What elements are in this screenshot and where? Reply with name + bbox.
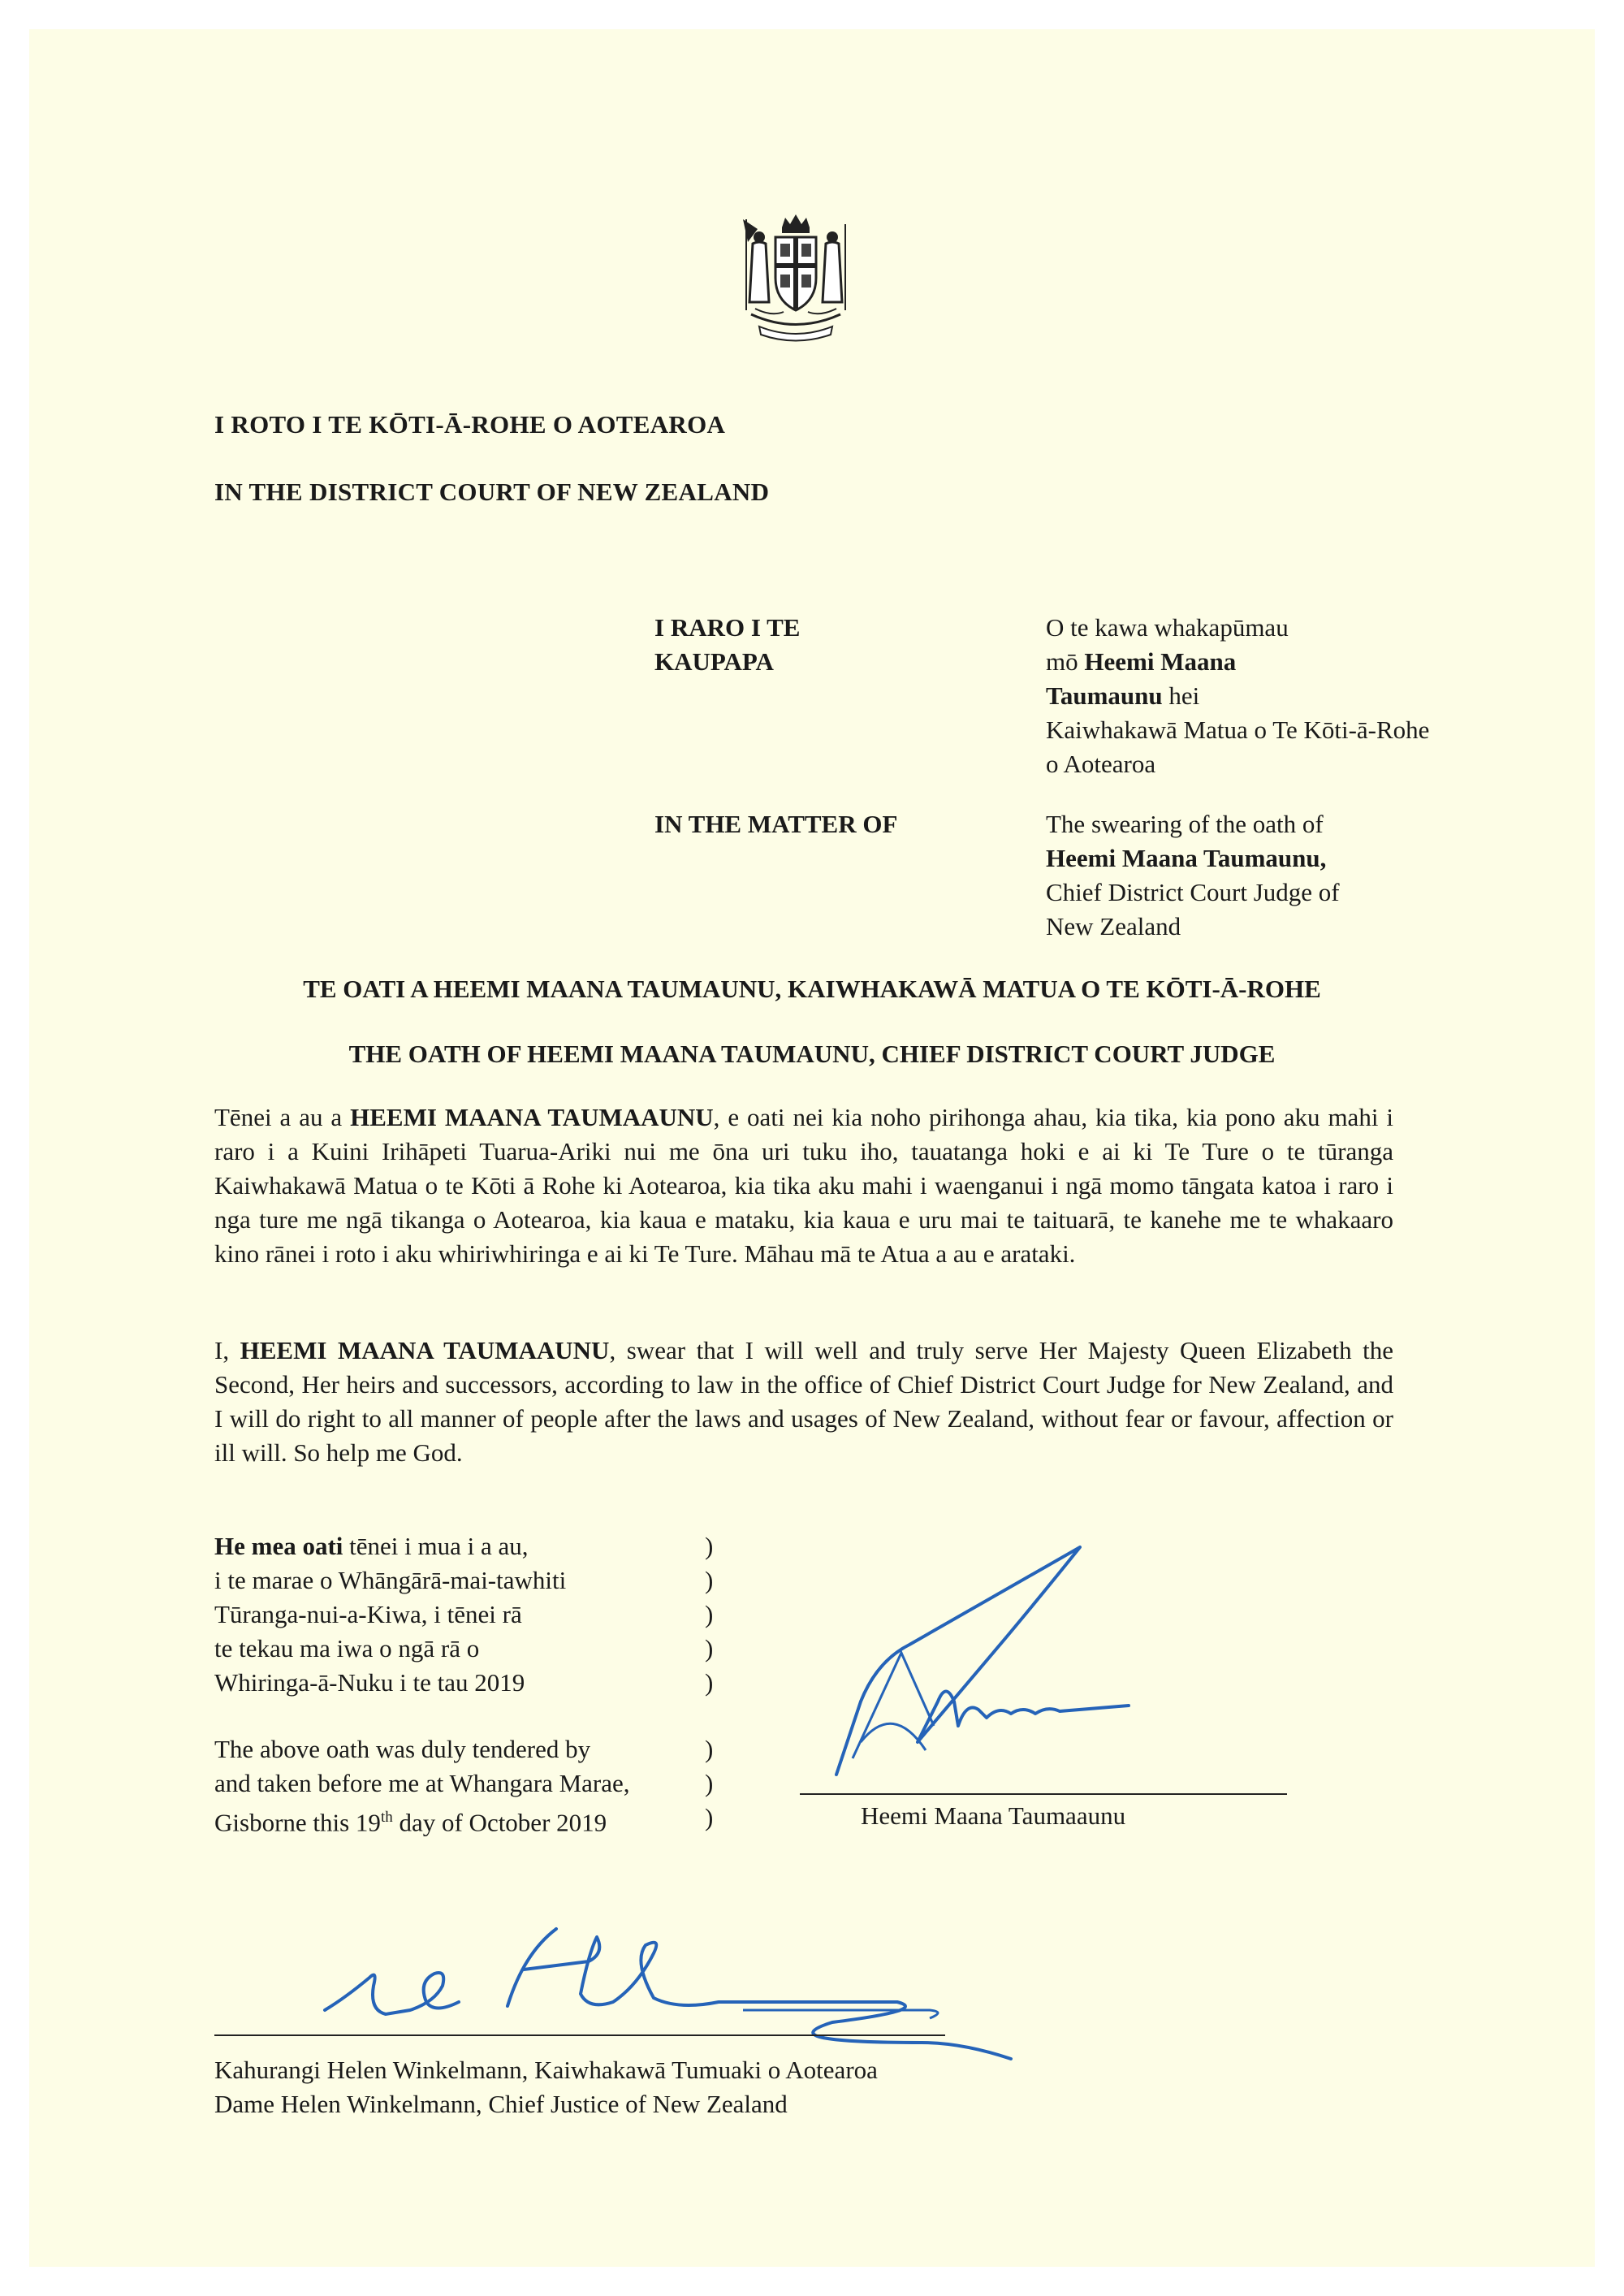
matter-label-english: IN THE MATTER OF — [654, 810, 898, 838]
judge-signatory-name: Heemi Maana Taumaaunu — [861, 1801, 1126, 1830]
judge-signature — [804, 1539, 1153, 1783]
sworn-statement-english: The above oath was duly tendered by and taken before me at Whangara Marae, Gisborne this 19th day of October 2019 — [214, 1735, 630, 1837]
chief-justice-signature — [313, 1921, 1052, 2075]
oath-paragraph-maori: Tēnei a au a HEEMI MAANA TAUMAAUNU, e oati nei kia noho pirihonga ahau, kia tika, kia pono aku mahi i raro i a Kuini Irihāpeti Tuarua-Ariki nui me ōna uri tuku iho, tauatanga hoki e ai ki Te Ture o te tūranga Kaiwhakawā Matua o te Kōti ā Rohe ki Aotearoa, kia tika aku mahi i waenganui i ngā momo tāngata katoa i raro i nga ture me ngā tikanga o Aotearoa, kia kaua e mataku, kia kaua e uru mai te taituarā, te kanehe me te whakaaro kino rānei i roto i aku whiriwhiringa e ai ki Te Ture. Māhau mā te Atua a au e arataki. — [214, 1103, 1393, 1268]
oath-title-english: THE OATH OF HEEMI MAANA TAUMAUNU, CHIEF DISTRICT COURT JUDGE — [348, 1040, 1276, 1068]
oath-paragraph-english: I, HEEMI MAANA TAUMAAUNU, swear that I will well and truly serve Her Majesty Queen Elizabeth the Second, Her heirs and successors, according to law in the office of Chief District Court Judge for New Zealand, and I will do right to all manner of people after the laws and usages of New Zealand, without fear or favour, affection or ill will. So help me God. — [214, 1336, 1393, 1467]
matter-label-maori: I RARO I TE KAUPAPA — [654, 613, 801, 676]
matter-text-english: The swearing of the oath of Heemi Maana Taumaunu, Chief District Court Judge of New Zealand — [1046, 810, 1340, 940]
chief-justice-signature-line — [214, 2034, 945, 2036]
nz-coat-of-arms-icon — [735, 213, 857, 343]
court-heading-maori: I ROTO I TE KŌTI-Ā-ROHE O AOTEAROA — [214, 410, 726, 439]
court-heading-english: IN THE DISTRICT COURT OF NEW ZEALAND — [214, 478, 770, 506]
chief-justice-signatory: Kahurangi Helen Winkelmann, Kaiwhakawā Tumuaki o Aotearoa Dame Helen Winkelmann, Chief Justice of New Zealand — [214, 2056, 878, 2118]
judge-signature-line — [800, 1793, 1287, 1795]
bracket-column-english: ) ) ) — [705, 1735, 714, 1831]
oath-title-maori: TE OATI A HEEMI MAANA TAUMAUNU, KAIWHAKAWĀ MATUA O TE KŌTI-Ā-ROHE — [303, 975, 1321, 1003]
matter-text-maori: O te kawa whakapūmau mō Heemi Maana Taumaunu hei Kaiwhakawā Matua o Te Kōti-ā-Rohe o Aotearoa — [1046, 613, 1430, 778]
bracket-column-maori: ) ) ) ) ) — [705, 1532, 714, 1697]
sworn-statement-maori: He mea oati tēnei i mua i a au, i te marae o Whāngārā-mai-tawhiti Tūranga-nui-a-Kiwa, i tēnei rā te tekau ma iwa o ngā rā o Whiringa-ā-Nuku i te tau 2019 — [214, 1532, 567, 1697]
